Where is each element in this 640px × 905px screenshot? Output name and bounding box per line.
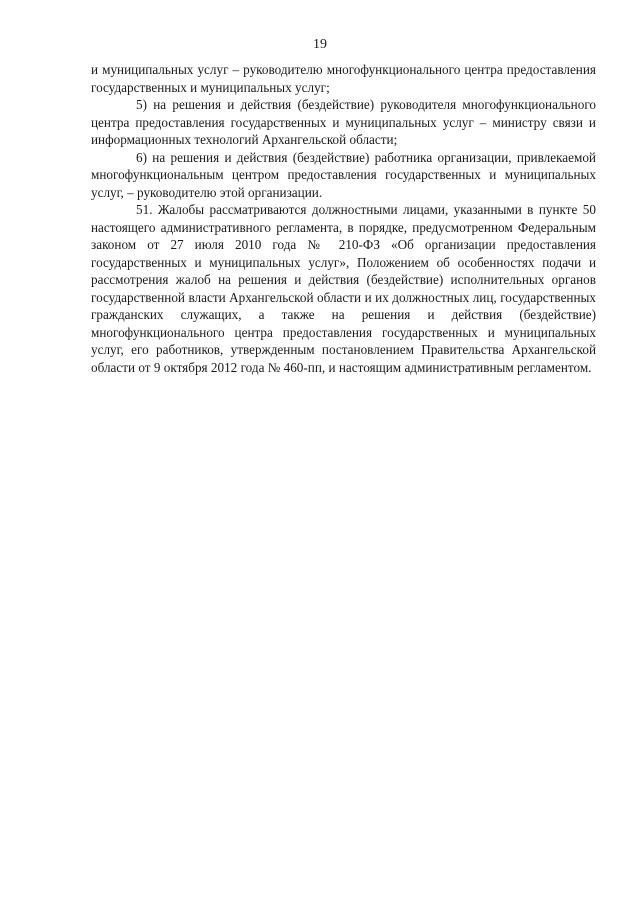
paragraph-continuation: и муниципальных услуг – руководителю многофункционального центра предоставления государственных и муниципальных услуг;	[91, 62, 596, 95]
paragraph-item-6: 6) на решения и действия (бездействие) работника организации, привлекаемой многофункциональным центром предоставления государственных и муниципальных услуг, – руководителю этой организации.	[91, 149, 596, 200]
paragraph-item-5: 5) на решения и действия (бездействие) руководителя многофункционального центра предоставления государственных и муниципальных услуг – министру связи и информационных технологий Архангельской области;	[91, 97, 596, 147]
document-body	[91, 61, 596, 376]
page-number: 19	[313, 37, 327, 52]
paragraph-section-51: 51. Жалобы рассматриваются должностными лицами, указанными в пункте 50 настоящего административного регламента, в порядке, предусмотренном Федеральным законом от 27 июля 2010 года № 210-ФЗ «Об организации предоставления государственных и муниципальных услуг», Положением об особенностях подачи и рассмотрения жалоб на решения и действия (бездействие) исполнительных органов государственной власти Архангельской области и их должностных лиц, государственных гражданских служащих, а также на решения и действия (бездействие) многофункционального центра предоставления государственных и муниципальных услуг, его работников, утвержденным постановлением Правительства Архангельской области от 9 октября 2012 года № 460-пп, и настоящим административным регламентом.	[91, 202, 596, 375]
